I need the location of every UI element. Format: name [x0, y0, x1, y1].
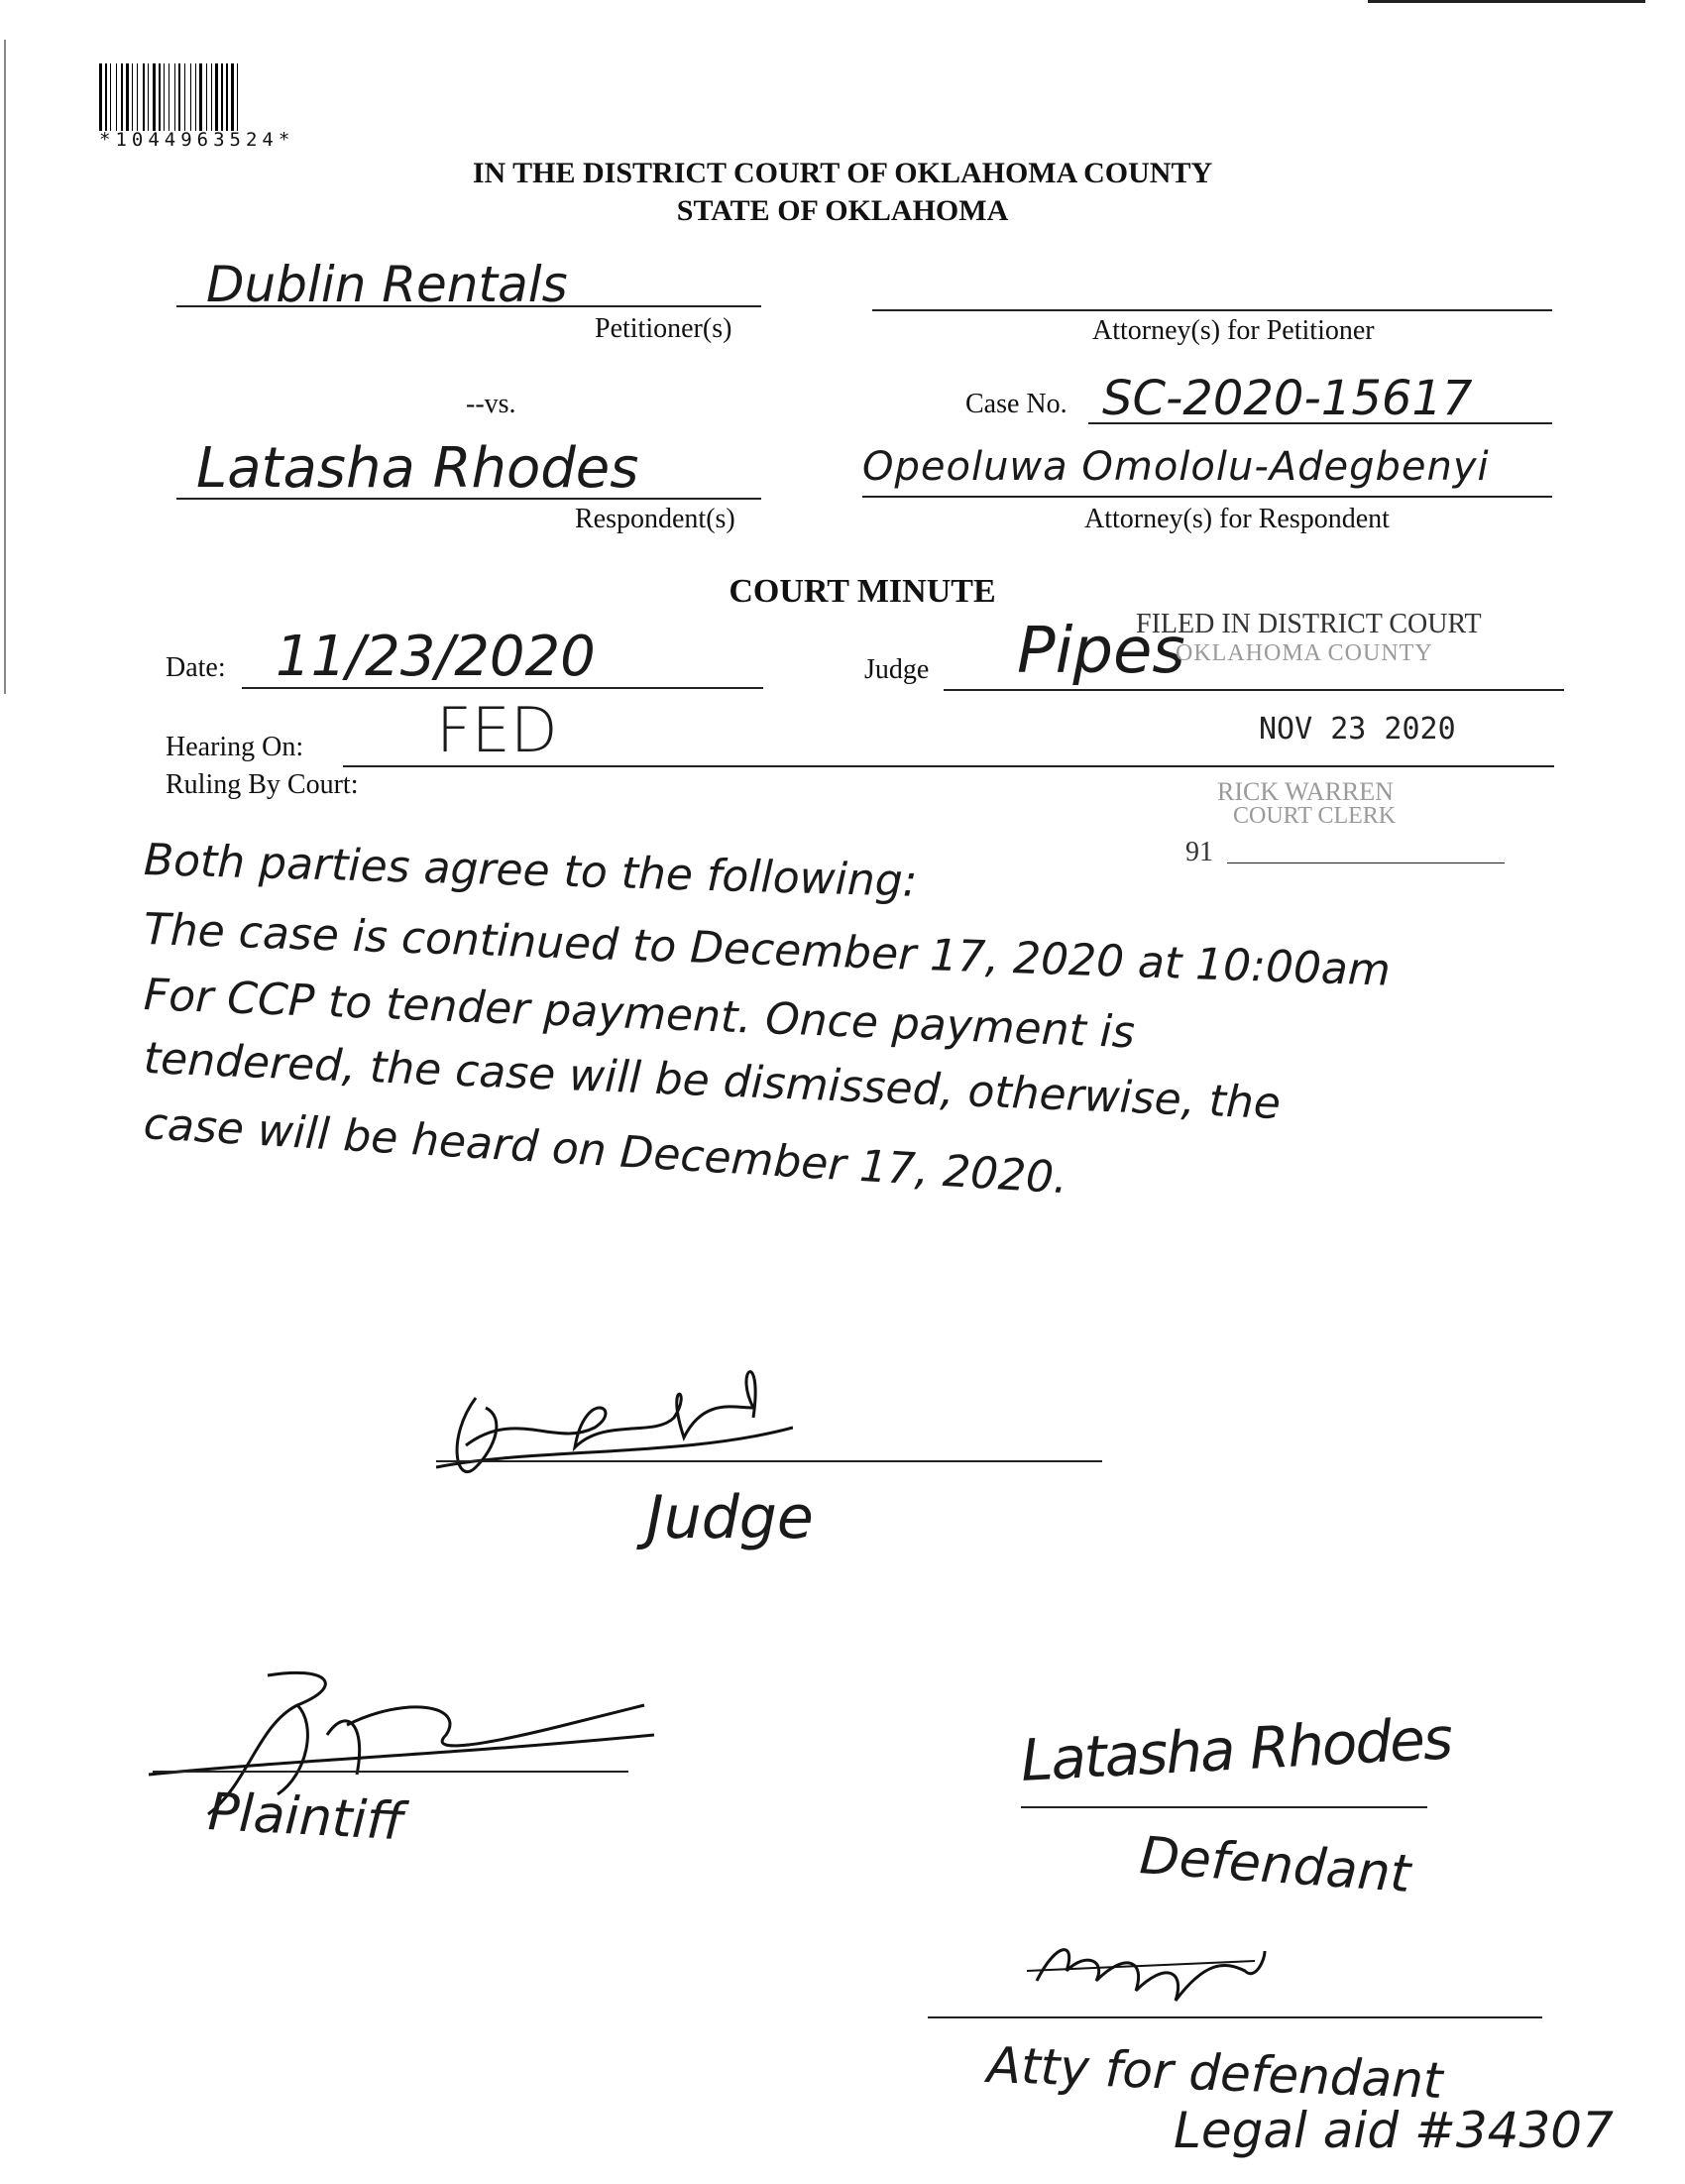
hearing-label: Hearing On:	[166, 732, 304, 762]
hearing-line	[343, 765, 1554, 767]
attorney-petitioner-label: Attorney(s) for Petitioner	[1092, 315, 1375, 346]
vs-label: --vs.	[466, 389, 516, 419]
barcode	[99, 63, 389, 131]
barcode-bar	[195, 63, 196, 131]
barcode-bar	[211, 63, 212, 131]
date-label: Date:	[166, 652, 226, 683]
ruling-line-2: The case is continued to December 17, 2020 at 10:00am	[143, 904, 1392, 996]
case-number-value: SC-2020-15617	[1102, 371, 1473, 426]
filed-stamp-number-line	[1227, 862, 1505, 863]
ruling-label: Ruling By Court:	[166, 769, 359, 800]
attorney-signature-line	[928, 2016, 1542, 2018]
judge-caption: Judge	[646, 1483, 814, 1552]
defendant-signature-line	[1021, 1806, 1427, 1808]
petitioner-name: Dublin Rentals	[206, 256, 568, 313]
barcode-bar	[153, 63, 156, 131]
judge-line	[944, 689, 1564, 691]
state-name-heading: STATE OF OKLAHOMA	[676, 194, 1009, 227]
respondent-label: Respondent(s)	[575, 504, 735, 534]
barcode-bar	[174, 63, 175, 131]
petitioner-line	[176, 305, 761, 307]
ruling-line-5: case will be heard on December 17, 2020.	[142, 1098, 1069, 1205]
ruling-line-1: Both parties agree to the following:	[143, 835, 919, 907]
plaintiff-signature-line	[153, 1771, 628, 1773]
barcode-bar	[116, 63, 117, 131]
barcode-bar	[221, 63, 223, 131]
judge-label: Judge	[864, 654, 930, 685]
ruling-line-4: tendered, the case will be dismissed, otherwise, the	[142, 1033, 1282, 1130]
barcode-bar	[137, 63, 138, 131]
filed-stamp-county: OKLAHOMA COUNTY	[1176, 640, 1433, 666]
filed-stamp-line1: FILED IN DISTRICT COURT	[1136, 609, 1482, 639]
defendant-caption: Defendant	[1137, 1826, 1412, 1905]
date-value: 11/23/2020	[276, 625, 596, 689]
attorney-respondent-label: Attorney(s) for Respondent	[1084, 504, 1390, 534]
court-minute-title: COURT MINUTE	[729, 573, 996, 610]
barcode-bar	[105, 63, 107, 131]
barcode-bar	[237, 63, 238, 131]
attorney-petitioner-line	[872, 309, 1552, 311]
barcode-bar	[143, 63, 145, 131]
judge-signature-line	[436, 1460, 1102, 1462]
case-number-label: Case No.	[965, 389, 1067, 419]
filed-stamp-date: NOV 23 2020	[1259, 712, 1456, 747]
barcode-bar	[132, 63, 133, 131]
court-name-heading: IN THE DISTRICT COURT OF OKLAHOMA COUNTY	[472, 157, 1213, 189]
hearing-value: FED	[436, 694, 558, 766]
scan-artifact-left	[4, 40, 6, 694]
respondent-line	[176, 498, 761, 500]
attorney-caption-line2: Legal aid #34307	[1174, 2102, 1614, 2159]
barcode-bar	[215, 63, 218, 131]
barcode-bar	[190, 63, 191, 131]
filed-stamp-clerk-title: COURT CLERK	[1233, 803, 1397, 829]
petitioner-label: Petitioner(s)	[595, 313, 732, 344]
barcode-bar	[159, 63, 161, 131]
barcode-bar	[121, 63, 123, 131]
plaintiff-caption: Plaintiff	[206, 1782, 405, 1853]
defendant-signature: Latasha Rhodes	[1019, 1704, 1453, 1794]
barcode-bar	[199, 63, 202, 131]
attorney-signature	[1027, 1931, 1275, 2011]
barcode-number: *1044963524*	[99, 129, 295, 151]
respondent-name: Latasha Rhodes	[196, 436, 639, 501]
filed-stamp-number: 91	[1185, 837, 1213, 867]
ruling-line-3: For CCP to tender payment. Once payment is	[143, 970, 1136, 1059]
barcode-bar	[164, 63, 165, 131]
case-number-line	[1088, 422, 1552, 424]
attorney-respondent-line	[862, 496, 1552, 498]
barcode-bar	[126, 63, 129, 131]
barcode-bar	[231, 63, 234, 131]
judge-value: Pipes	[1017, 615, 1185, 688]
barcode-bar	[110, 63, 111, 131]
barcode-bar	[226, 63, 228, 131]
barcode-bar	[184, 63, 185, 131]
barcode-bar	[99, 63, 102, 131]
attorney-caption-line1: Atty for defendant	[985, 2036, 1444, 2111]
scan-artifact-top	[1368, 0, 1645, 3]
attorney-respondent-name: Opeoluwa Omololu-Adegbenyi	[862, 444, 1490, 490]
barcode-bar	[178, 63, 180, 131]
barcode-bar	[206, 63, 207, 131]
barcode-bar	[168, 63, 169, 131]
date-line	[242, 687, 763, 689]
barcode-bar	[148, 63, 149, 131]
filed-stamp-clerk: RICK WARREN	[1217, 777, 1394, 806]
